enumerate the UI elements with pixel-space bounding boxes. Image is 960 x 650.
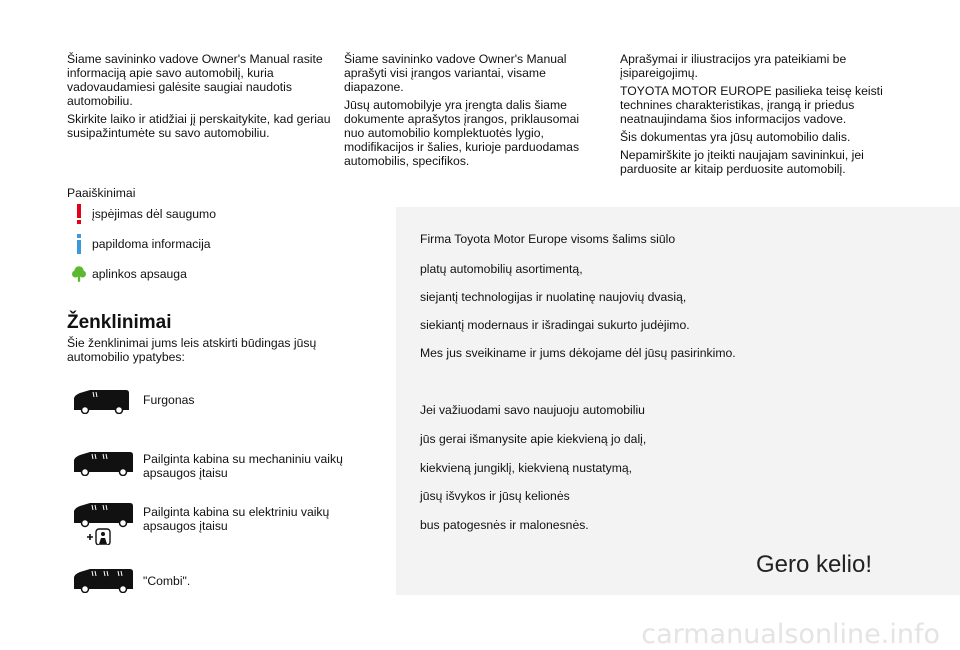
legend-item-safety — [72, 203, 216, 225]
vehicle-label: Pailginta kabina su elektriniu vaikų apsaugos įtaisu — [143, 505, 330, 533]
paragraph: Aprašymai ir iliustracijos yra pateikiami be įsipareigojimų. — [620, 52, 847, 80]
welcome-line: Firma Toyota Motor Europe visoms šalims siūlo — [420, 232, 676, 246]
paragraph: Nepamirškite jo įteikti naujajam savininkui, jei parduosite ar kitaip perduosite automobilį. — [620, 148, 864, 176]
vehicle-label: Furgonas — [143, 393, 195, 407]
intro-column-2 — [344, 52, 599, 172]
vehicle-item-extended-cab-electric — [72, 501, 330, 550]
legend-title: Paaiškinimai — [67, 186, 136, 200]
intro-column-3 — [620, 52, 885, 180]
extended-cab-van-icon — [72, 450, 134, 481]
welcome-line: jūs gerai išmanysite apie kiekvieną jo dalį, — [420, 432, 647, 446]
vehicle-item-van — [72, 388, 195, 419]
welcome-line: Mes jus sveikiname ir jums dėkojame dėl jūsų pasirinkimo. — [420, 346, 736, 360]
paragraph: Šiame savininko vadove Owner's Manual rasite informaciją apie savo automobilį, kuria vadovaudamiesi galėsite saugiai naudotis automobiliu. — [67, 52, 323, 108]
welcome-line: jūsų išvykos ir jūsų kelionės — [420, 489, 570, 503]
info-icon — [72, 233, 86, 255]
extended-cab-electric-lock-icon — [72, 501, 134, 550]
paragraph: Šis dokumentas yra jūsų automobilio dalis. — [620, 130, 851, 144]
farewell-text: Gero kelio! — [755, 551, 872, 578]
legend-label: įspėjimas dėl saugumo — [92, 207, 216, 221]
paragraph: Skirkite laiko ir atidžiai jį perskaitykite, kad geriau susipažintumėte su savo automobiliu. — [67, 112, 331, 140]
vehicle-item-combi — [72, 567, 191, 598]
legend-item-info — [72, 233, 211, 255]
van-icon — [72, 388, 130, 419]
vehicle-label: Pailginta kabina su mechaniniu vaikų apsaugos įtaisu — [143, 452, 343, 480]
welcome-line: siejantį technologijas ir nuolatinę naujovių dvasią, — [420, 290, 687, 304]
paragraph: TOYOTA MOTOR EUROPE pasilieka teisę keisti technines charakteristikas, įrangą ir priedus neatnaujindama šios informacijos vadove. — [620, 84, 883, 126]
combi-van-icon — [72, 567, 134, 598]
watermark: carmanualsonline.info — [641, 619, 940, 650]
vehicle-label: "Combi". — [143, 574, 191, 588]
welcome-line: platų automobilių asortimentą, — [420, 262, 583, 276]
section-heading: Ženklinimai — [67, 312, 172, 333]
intro-column-1 — [67, 52, 332, 144]
welcome-line: bus patogesnės ir malonesnės. — [420, 518, 589, 532]
legend-label: aplinkos apsauga — [92, 267, 187, 281]
legend-label: papildoma informacija — [92, 237, 211, 251]
welcome-line: kiekvieną jungiklį, kiekvieną nustatymą, — [420, 461, 633, 475]
vehicle-item-extended-cab-mechanical — [72, 450, 343, 481]
tree-icon — [72, 263, 86, 285]
section-intro: Šie ženklinimai jums leis atskirti būdingas jūsų automobilio ypatybes: — [67, 336, 317, 364]
welcome-line: siekiantį modernaus ir išradingai sukurto judėjimo. — [420, 318, 690, 332]
exclamation-icon — [72, 203, 86, 225]
paragraph: Šiame savininko vadove Owner's Manual aprašyti visi įrangos variantai, visame diapazone. — [344, 52, 567, 94]
welcome-line: Jei važiuodami savo naujuoju automobiliu — [420, 403, 645, 417]
legend-item-environment — [72, 263, 187, 285]
paragraph: Jūsų automobilyje yra įrengta dalis šiame dokumente aprašytos įrangos, priklausomai nuo automobilio komplektuotės lygio, modifikacijos ir šalies, kurioje parduodamas automobilis, specifikos. — [344, 98, 580, 168]
